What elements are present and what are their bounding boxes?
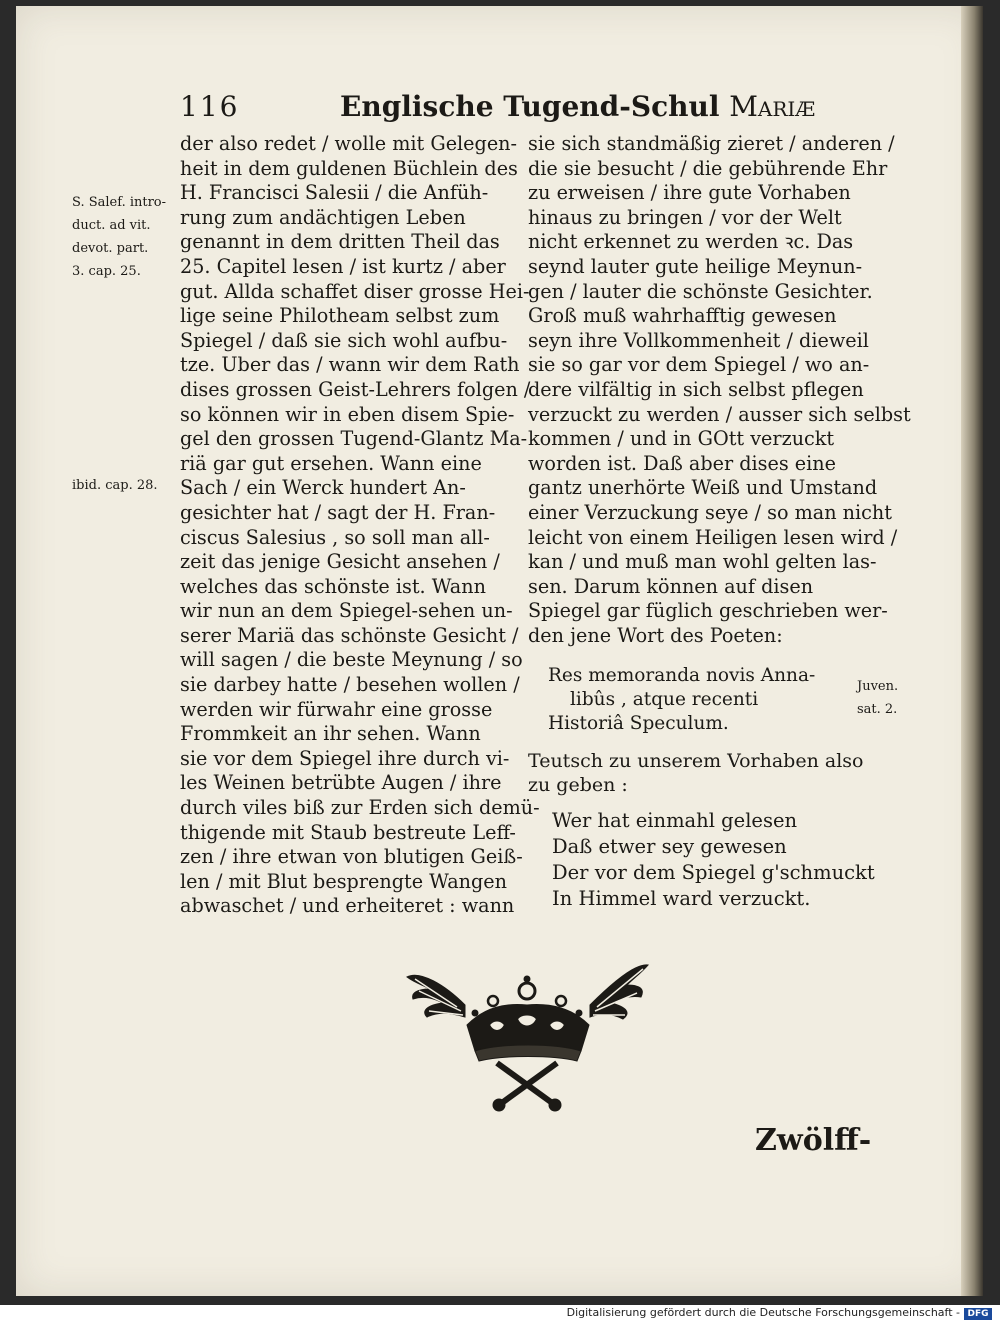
left-text-column (180, 132, 540, 919)
margin-note-right-1 (857, 675, 898, 721)
margin-note-left-1 (72, 191, 166, 283)
margin-note-line: 3. cap. 25. (72, 264, 141, 279)
verse-line: Wer hat einmahl gelesen (552, 809, 798, 832)
verse-line: Daß etwer sey gewesen (552, 835, 787, 858)
right-column-line: zu erweisen / ihre gute Vorhaben (528, 181, 851, 205)
latin-quote-line: libûs , atque recenti (570, 689, 759, 710)
left-column-line: sie darbey hatte / besehen wollen / (180, 673, 520, 697)
book-spine-shadow (961, 6, 983, 1296)
verse-line: In Himmel ward verzuckt. (552, 887, 811, 910)
left-column-line: Spiegel / daß sie sich wohl aufbu- (180, 328, 508, 352)
right-column-line: Spiegel gar füglich geschrieben wer- (528, 599, 888, 623)
winged-crown-ornament-icon (405, 955, 650, 1115)
right-column-line: nicht erkennet zu werden ꝛc. Das (528, 230, 854, 254)
verse-line: Der vor dem Spiegel g'schmuckt (552, 861, 875, 884)
margin-note-line: sat. 2. (857, 702, 898, 717)
margin-note-left-2 (72, 474, 158, 497)
left-column-line: abwaschet / und erheiteret : wann (180, 894, 515, 918)
dfg-logo-icon: DFG (964, 1308, 992, 1320)
left-column-line: dises grossen Geist-Lehrers folgen / (180, 377, 531, 401)
german-verse (552, 808, 875, 912)
margin-note-line: devot. part. (72, 241, 149, 256)
right-column-line: sie sich standmäßig zieret / anderen / (528, 132, 895, 155)
margin-note-line: Juven. (857, 679, 899, 694)
left-column-line: serer Mariä das schönste Gesicht / (180, 623, 519, 647)
margin-note-line: ibid. cap. 28. (72, 478, 158, 493)
left-column-line: H. Francisci Salesii / die Anfüh- (180, 181, 489, 205)
right-column-line: sie so gar vor dem Spiegel / wo an- (528, 353, 870, 377)
margin-note-line: duct. ad vit. (72, 218, 151, 233)
margin-note-line: S. Salef. intro- (72, 195, 167, 210)
right-column-line: seyn ihre Vollkommenheit / dieweil (528, 328, 869, 352)
left-column-line: der also redet / wolle mit Gelegen- (180, 132, 518, 155)
left-column-line: Sach / ein Werck hundert An- (180, 476, 466, 500)
right-column-line: die sie besucht / die gebührende Ehr (528, 156, 888, 180)
right-column-line: Groß muß wahrhafftig gewesen (528, 304, 837, 328)
left-column-line: zen / ihre etwan von blutigen Geiß- (180, 845, 523, 869)
translation-intro-line: zu geben : (528, 774, 628, 796)
right-column-line: leicht von einem Heiligen lesen wird / (528, 525, 898, 549)
translation-intro (528, 749, 863, 797)
latin-quote-line: Historiâ Speculum. (548, 713, 729, 734)
right-column-line: gantz unerhörte Weiß und Umstand (528, 476, 878, 500)
latin-quote-line: Res memoranda novis Anna- (548, 665, 816, 686)
left-column-line: rung zum andächtigen Leben (180, 205, 466, 229)
left-column-line: thigende mit Staub bestreute Leff- (180, 820, 516, 844)
right-column-line: worden ist. Daß aber dises eine (528, 451, 836, 475)
catchword: Zwölff- (755, 1123, 872, 1158)
left-column-line: wir nun an dem Spiegel-sehen un- (180, 599, 513, 623)
page-number: 116 (180, 90, 240, 123)
left-column-line: so können wir in eben disem Spie- (180, 402, 515, 426)
left-column-line: welches das schönste ist. Wann (180, 574, 486, 598)
right-column-line: kan / und muß man wohl gelten las- (528, 550, 877, 574)
right-column-line: kommen / und in GOtt verzuckt (528, 427, 835, 451)
left-column-line: gel den grossen Tugend-Glantz Ma- (180, 427, 528, 451)
right-column-line: seynd lauter gute heilige Meynun- (528, 254, 863, 278)
left-column-line: zeit das jenige Gesicht ansehen / (180, 550, 500, 574)
left-column-line: sie vor dem Spiegel ihre durch vi- (180, 746, 510, 770)
running-title-text: Englische Tugend-Schul (340, 90, 720, 123)
translation-intro-line: Teutsch zu unserem Vorhaben also (528, 750, 864, 772)
right-text-column (528, 132, 911, 648)
left-column-line: werden wir fürwahr eine grosse (180, 697, 493, 721)
right-column-line: gen / lauter die schönste Gesichter. (528, 279, 873, 303)
right-column-line: sen. Darum können auf disen (528, 574, 814, 598)
left-column-line: len / mit Blut besprengte Wangen (180, 869, 508, 893)
running-title (340, 90, 815, 123)
right-column-line: dere vilfältig in sich selbst pflegen (528, 377, 864, 401)
right-column-line: hinaus zu bringen / vor der Welt (528, 205, 842, 229)
left-column-line: gut. Allda schaffet diser grosse Hei- (180, 279, 530, 303)
left-column-line: will sagen / die beste Meynung / so (180, 648, 523, 672)
footer-credit-text: Digitalisierung gefördert durch die Deutsche Forschungsgemeinschaft - (566, 1306, 960, 1319)
left-column-line: durch viles biß zur Erden sich demü- (180, 796, 540, 820)
left-column-line: tze. Uber das / wann wir dem Rath (180, 353, 520, 377)
latin-quote (548, 664, 815, 736)
left-column-line: heit in dem guldenen Büchlein des (180, 156, 518, 180)
right-column-line: einer Verzuckung seye / so man nicht (528, 500, 892, 524)
left-column-line: lige seine Philotheam selbst zum (180, 304, 500, 328)
left-column-line: riä gar gut ersehen. Wann eine (180, 451, 482, 475)
running-title-smallcaps: Mariæ (729, 90, 816, 123)
left-column-line: 25. Capitel lesen / ist kurtz / aber (180, 254, 506, 278)
digitization-footer (0, 1305, 1000, 1323)
right-column-line: verzuckt zu werden / ausser sich selbst (528, 402, 911, 426)
left-column-line: ciscus Salesius , so soll man all- (180, 525, 490, 549)
left-column-line: Frommkeit an ihr sehen. Wann (180, 722, 481, 746)
right-column-line: den jene Wort des Poeten: (528, 623, 783, 647)
left-column-line: gesichter hat / sagt der H. Fran- (180, 500, 496, 524)
left-column-line: genannt in dem dritten Theil das (180, 230, 500, 254)
left-column-line: les Weinen betrübte Augen / ihre (180, 771, 502, 795)
